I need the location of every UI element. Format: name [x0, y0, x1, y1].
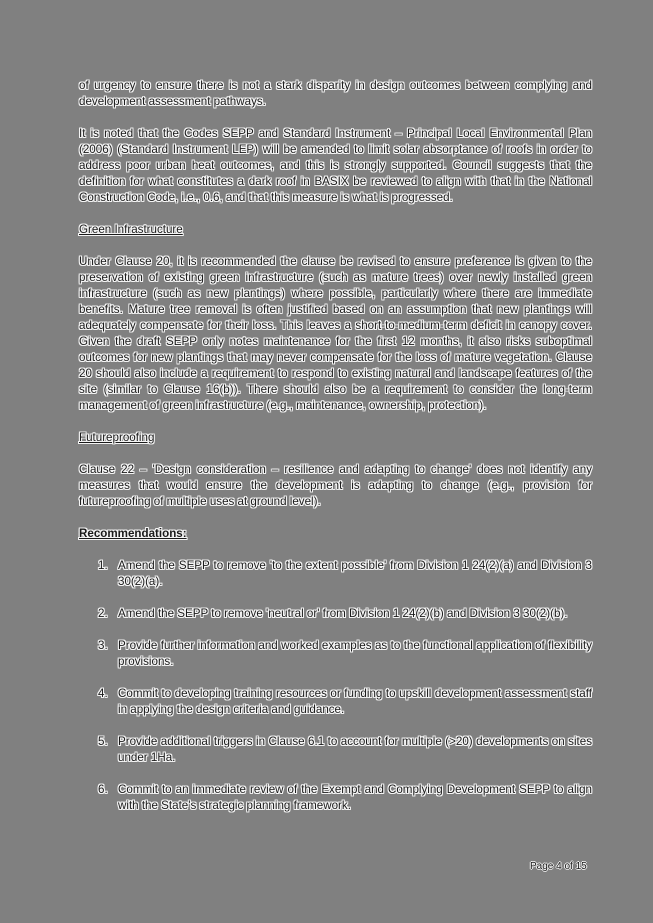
list-number: 4.: [98, 687, 108, 700]
list-number: 1.: [98, 559, 108, 572]
recommendations-list: [79, 558, 592, 814]
section-futureproofing: [79, 430, 592, 510]
roof-absorptance-paragraph: It is noted that the Codes SEPP and Standard Instrument – Principal Local Environmental Plan (2006) (Standard Instrument LEP) will be amended to limit solar absorptance of roofs in order to address poor urban heat outcomes, and this is strongly supported. Council suggests that the definition for what constitutes a dark roof in BASIX be reviewed to align with that in the National Construction Code, i.e., 0.6, and that this measure is what is progressed.: [79, 127, 592, 204]
recommendation-item: [79, 638, 592, 670]
page-number-footer: Page 4 of 15: [530, 861, 587, 872]
recommendation-text: Commit to developing training resources or funding to upskill development assessment staff in applying the design criteria and guidance.: [118, 687, 592, 716]
recommendation-text: Provide additional triggers in Clause 6.1 to account for multiple (>20) developments on sites under 1Ha.: [118, 735, 592, 764]
recommendation-text: Provide further information and worked examples as to the functional application of flexibility provisions.: [118, 639, 592, 668]
green-infrastructure-paragraph: Under Clause 20, it is recommended the clause be revised to ensure preference is given to the preservation of existing green infrastructure (such as mature trees) over newly installed green infrastructure (such as new plantings) where possible, particularly where there are immediate benefits. Mature tree removal is often justified based on an assumption that new plantings will adequately compensate for their loss. This leaves a short-to-medium-term deficit in canopy cover. Given the draft SEPP only notes maintenance for the first 12 months, it also risks suboptimal outcomes for new plantings that may never compensate for the loss of mature vegetation. Clause 20 should also include a requirement to respond to existing natural and landscape features of the site (similar to Clause 16(b)). There should also be a requirement to consider the long-term management of green infrastructure (e.g., maintenance, ownership, protection).: [79, 255, 592, 412]
recommendation-item: [79, 686, 592, 718]
recommendation-text: Amend the SEPP to remove 'neutral or' from Division 1 24(2)(b) and Division 3 30(2)(b).: [118, 607, 568, 620]
section-heading-futureproofing: Futureproofing: [79, 431, 155, 444]
intro-continuation-paragraph: of urgency to ensure there is not a stark disparity in design outcomes between complying and development assessment pathways.: [79, 79, 592, 108]
recommendation-text: Amend the SEPP to remove 'to the extent possible' from Division 1 24(2)(a) and Division 3 30(2)(a).: [118, 559, 592, 588]
section-heading-green-infrastructure: Green Infrastructure: [79, 223, 183, 236]
section-recommendations: [79, 526, 592, 814]
list-number: 3.: [98, 639, 108, 652]
recommendation-item: [79, 782, 592, 814]
recommendation-item: [79, 734, 592, 766]
recommendation-item: [79, 558, 592, 590]
list-number: 6.: [98, 783, 108, 796]
document-page: [79, 78, 592, 830]
recommendation-text: Commit to an immediate review of the Exempt and Complying Development SEPP to align with the State's strategic planning framework.: [118, 783, 592, 812]
recommendation-item: [79, 606, 592, 622]
section-heading-recommendations: Recommendations:: [79, 527, 187, 540]
list-number: 2.: [98, 607, 108, 620]
section-green-infrastructure: [79, 222, 592, 414]
list-number: 5.: [98, 735, 108, 748]
futureproofing-paragraph: Clause 22 – 'Design consideration – resilience and adapting to change' does not identify any measures that would ensure the development is adapting to change (e.g., provision for futureproofing of multiple uses at ground level).: [79, 463, 592, 508]
